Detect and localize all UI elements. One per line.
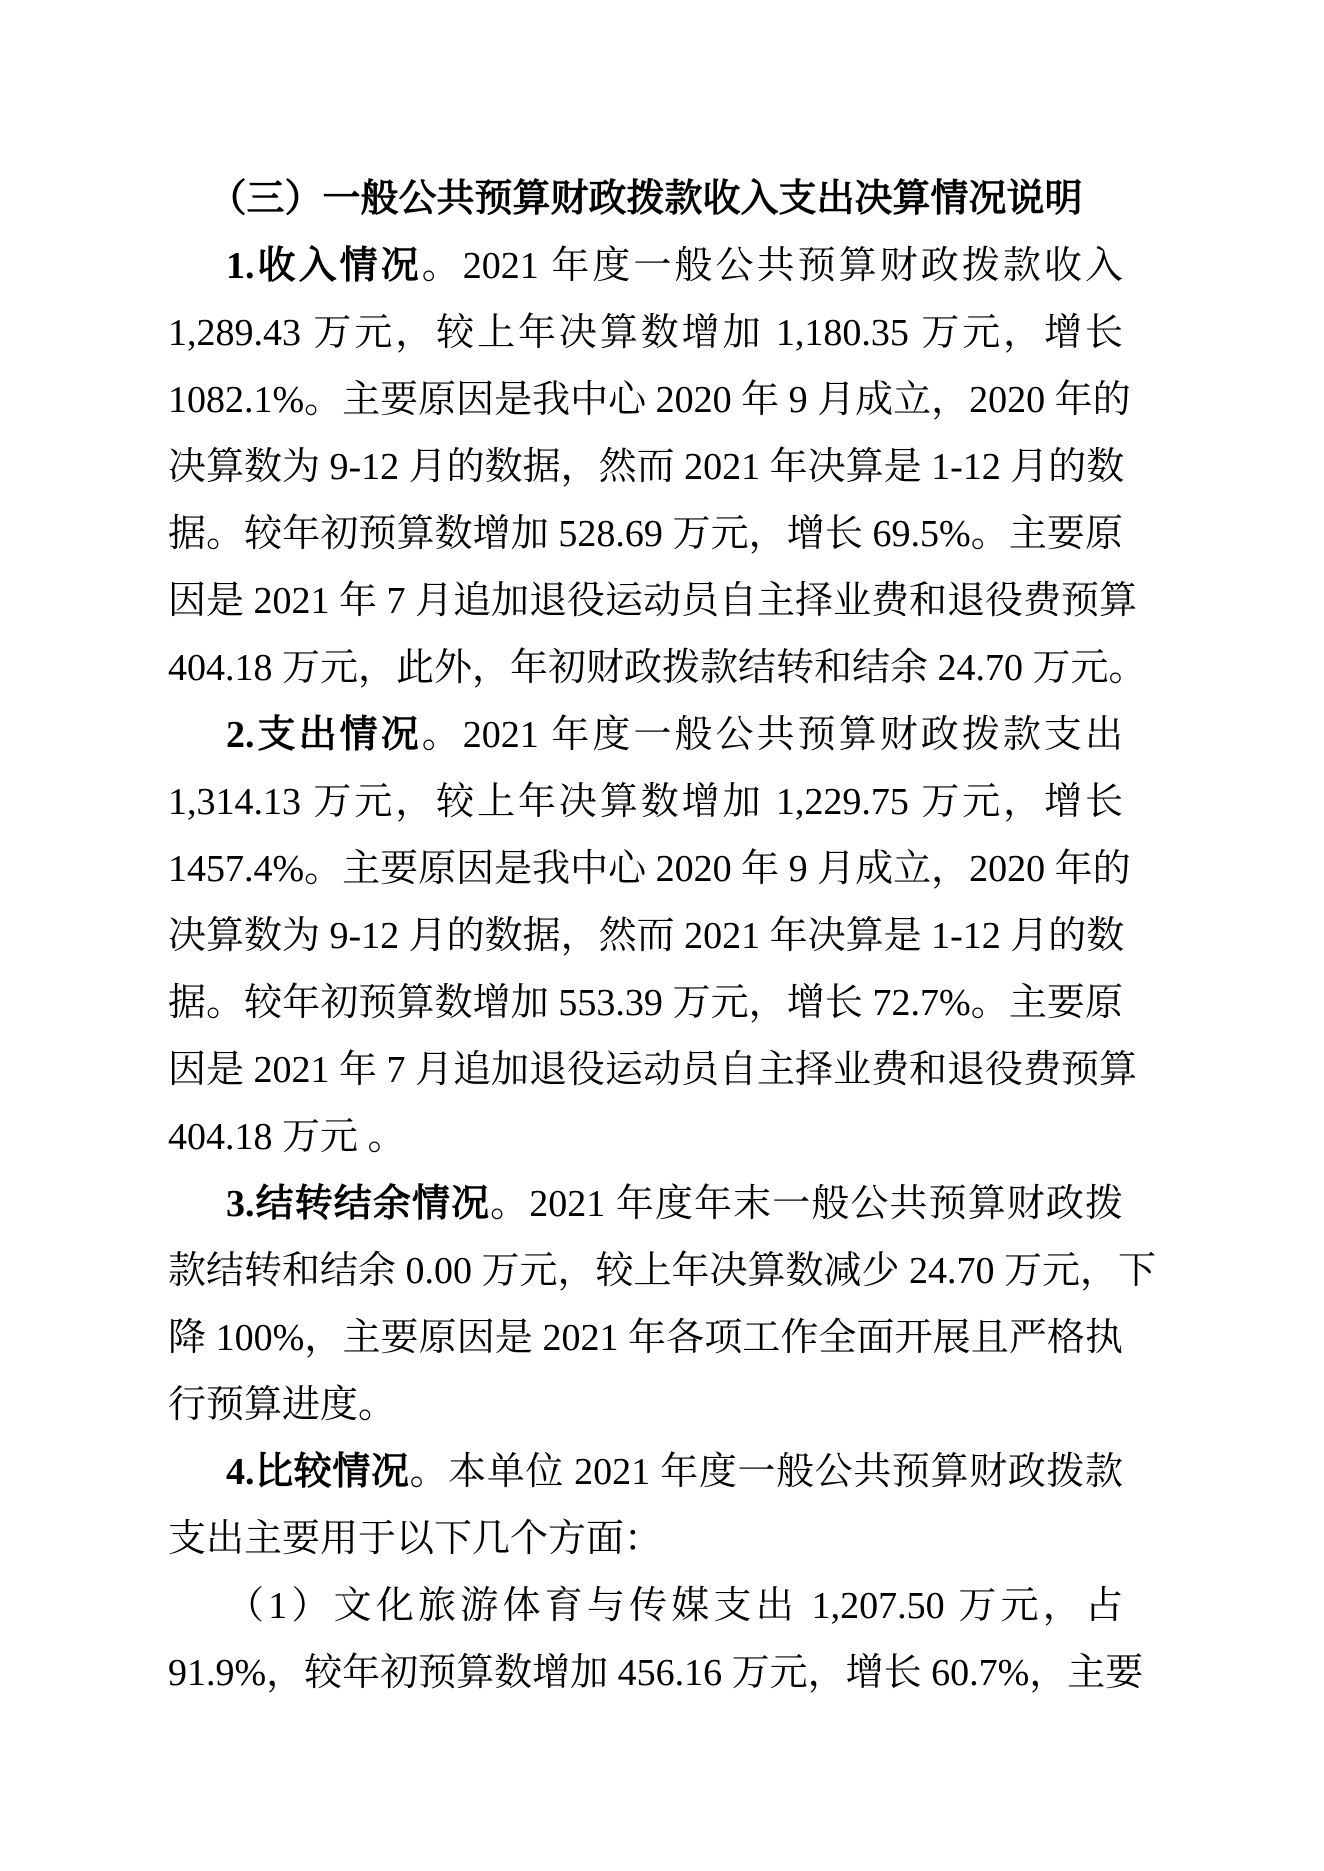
line-text: 因是 2021 年 7 月追加退役运动员自主择业费和退役费预算 [168,580,1138,622]
document-line [168,434,1123,501]
line-text: 决算数为 9-12 月的数据，然而 2021 年决算是 1-12 月的数 [168,446,1125,488]
document-line [168,1238,1157,1305]
line-text: 404.18 万元，此外，年初财政拨款结转和结余 24.70 万元。 [168,647,1147,689]
line-text: 。本单位 2021 年度一般公共预算财政拨款 [409,1451,1123,1493]
document-line [168,635,1147,702]
paragraph-lead: 4.比较情况 [226,1451,410,1493]
line-text: 行预算进度。 [168,1384,397,1426]
document-line [168,1439,1123,1506]
line-text: 据。较年初预算数增加 553.39 万元，增长 72.7%。主要原 [168,982,1123,1024]
document-line [168,1171,1123,1238]
document-line [168,769,1123,836]
document-line [168,501,1123,568]
document-line [168,568,1138,635]
line-text: 1457.4%。主要原因是我中心 2020 年 9 月成立，2020 年的 [168,848,1131,890]
document-line [168,1573,1123,1640]
line-text: （1）文化旅游体育与传媒支出 1,207.50 万元，占 [226,1585,1123,1627]
line-text: 。2021 年度一般公共预算财政拨款支出 [421,714,1123,756]
line-text: 款结转和结余 0.00 万元，较上年决算数减少 24.70 万元，下 [168,1250,1157,1292]
line-text: 降 100%，主要原因是 2021 年各项工作全面开展且严格执 [168,1317,1123,1359]
line-text: 决算数为 9-12 月的数据，然而 2021 年决算是 1-12 月的数 [168,915,1125,957]
line-text: 因是 2021 年 7 月追加退役运动员自主择业费和退役费预算 [168,1049,1138,1091]
line-text: 。2021 年度年末一般公共预算财政拨 [490,1183,1123,1225]
document-line [168,367,1131,434]
paragraph-lead: 2.支出情况 [226,714,422,756]
line-text: 1,289.43 万元，较上年决算数增加 1,180.35 万元，增长 [168,312,1123,354]
document-title: （三）一般公共预算财政拨款收入支出决算情况说明 [208,178,1083,220]
document-line [168,300,1123,367]
document-line [168,970,1123,1037]
document-line [168,903,1123,970]
document-line [168,1305,1123,1372]
line-text: 1082.1%。主要原因是我中心 2020 年 9 月成立，2020 年的 [168,379,1131,421]
document-line [168,1104,1123,1171]
document-line [168,1640,1144,1707]
line-text: 91.9%，较年初预算数增加 456.16 万元，增长 60.7%，主要 [168,1652,1144,1694]
document-line [168,836,1131,903]
document-line [168,233,1123,300]
line-text: 。2021 年度一般公共预算财政拨款收入 [421,245,1123,287]
line-text: 404.18 万元 。 [168,1116,406,1158]
line-text: 支出主要用于以下几个方面： [168,1518,663,1560]
document-line [168,1037,1138,1104]
document-line [168,1372,1123,1439]
line-text: 据。较年初预算数增加 528.69 万元，增长 69.5%。主要原 [168,513,1123,555]
document-line [168,702,1123,769]
document-line [168,1506,1123,1573]
paragraph-lead: 1.收入情况 [226,245,422,287]
paragraph-lead: 3.结转结余情况 [226,1183,491,1225]
line-text: 1,314.13 万元，较上年决算数增加 1,229.75 万元，增长 [168,781,1123,823]
